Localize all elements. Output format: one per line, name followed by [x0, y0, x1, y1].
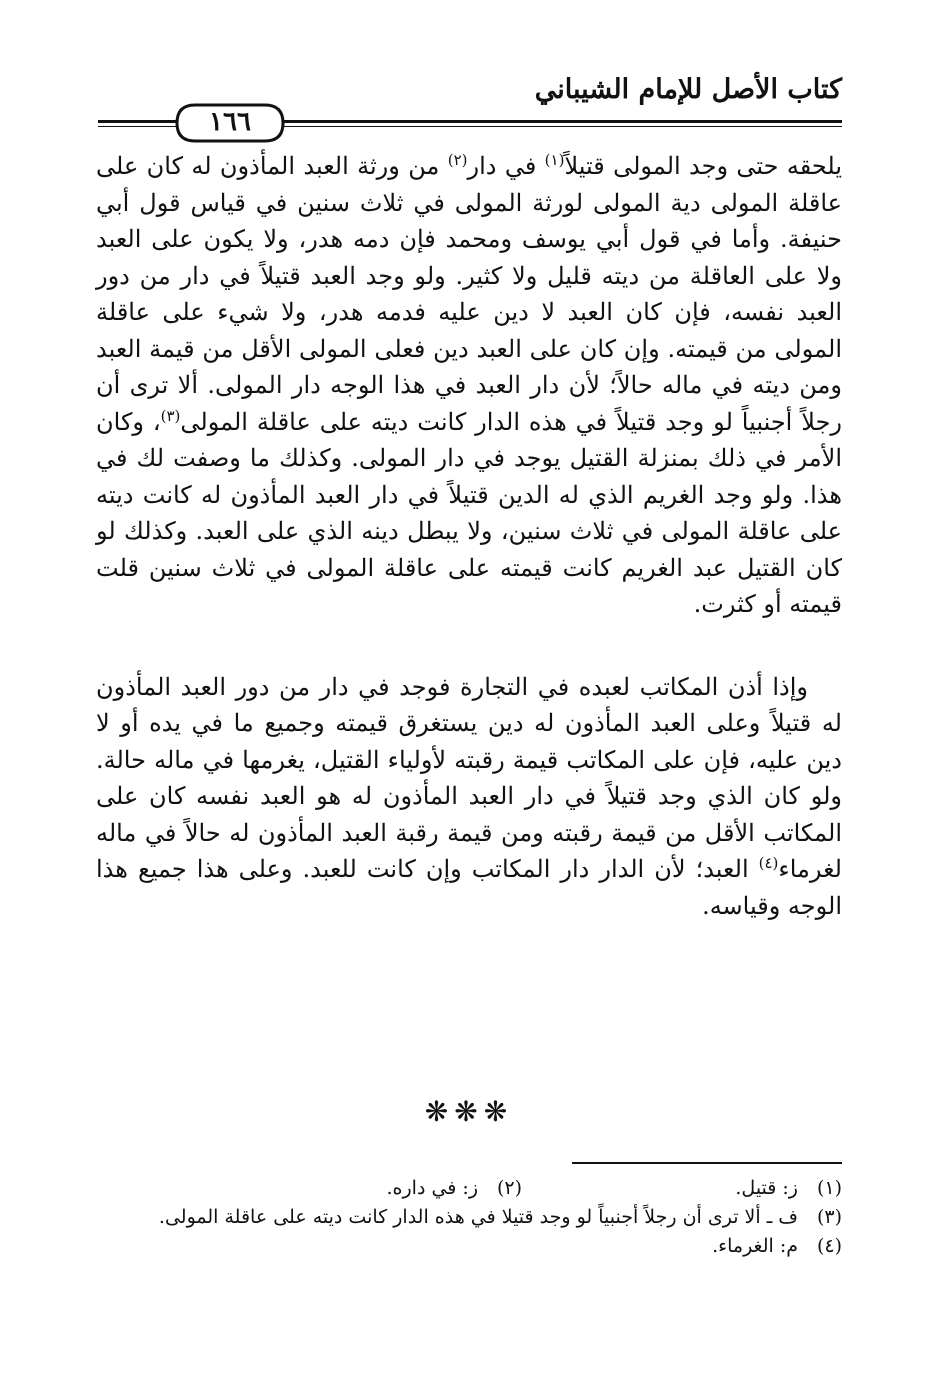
footnote-number: (١) — [816, 1177, 842, 1199]
footnote-number: (٤) — [816, 1235, 842, 1257]
footnote-ref-4: (٤) — [758, 854, 779, 872]
footnote-row-3 — [96, 1232, 842, 1261]
footnote-text: ز: في داره. — [386, 1177, 478, 1199]
footnote-ref-3: (٣) — [160, 406, 181, 425]
footnote-text: م: الغرماء. — [712, 1235, 798, 1257]
text-run: في دار — [467, 152, 545, 180]
footnote-text: ز: قتيل. — [735, 1177, 798, 1199]
page-number: ١٦٦ — [209, 107, 251, 137]
text-run: العبد؛ لأن الدار دار المكاتب وإن كانت للعبد. وعلى هذا جميع هذا الوجه وقياسه. — [96, 855, 842, 920]
running-title: كتاب الأصل للإمام الشيباني — [534, 74, 842, 105]
section-ornament: ❋❋❋ — [424, 1095, 514, 1128]
footnote-4 — [712, 1232, 842, 1261]
footnotes — [96, 1174, 842, 1261]
footnote-rule — [572, 1162, 842, 1164]
footnote-row-2 — [96, 1203, 842, 1232]
footnote-row-1 — [96, 1174, 842, 1203]
text-run: يلحقه حتى وجد المولى قتيلاً — [564, 152, 843, 180]
footnote-3 — [96, 1203, 842, 1232]
paragraph-2 — [96, 669, 842, 925]
footnote-1 — [522, 1174, 842, 1203]
text-run: ، وكان الأمر في ذلك بمنزلة القتيل يوجد في دار المولى. وكذلك ما وصفت لك في هذا. ولو وجد الغريم الذي له الدين قتيلاً في دار العبد المأذون له كانت ديته على عاقلة المولى في ثلاث سنين، ولا يبطل دينه الذي على العبد. وكذلك لو كان القتيل عبد الغريم كانت قيمته على عاقلة المولى في ثلاث سنين قلت قيمته أو كثرت. — [96, 407, 842, 618]
footnote-ref-1: (١) — [544, 151, 565, 169]
main-text — [96, 148, 842, 924]
footnote-number: (٢) — [496, 1177, 522, 1199]
paragraph-1 — [96, 148, 842, 623]
footnote-text: ف ـ ألا ترى أن رجلاً أجنبياً لو وجد قتيلا في هذه الدار كانت ديته على عاقلة المولى. — [158, 1206, 798, 1228]
footnote-number: (٣) — [816, 1206, 842, 1228]
footnote-ref-2: (٢) — [447, 151, 468, 169]
text-run: وإذا أذن المكاتب لعبده في التجارة فوجد في دار من دور العبد المأذون له قتيلاً وعلى العبد المأذون له دين يستغرق قيمته وجميع ما في يده أو لا دين عليه، فإن على المكاتب قيمة رقبته لأولياء القتيل، يغرمها في ماله حالة. ولو كان الذي وجد قتيلاً في دار العبد المأذون له هو العبد نفسه كان على المكاتب الأقل من قيمة رقبته ومن قيمة رقبة العبد المأذون له حالاً في ماله لغرماء — [96, 672, 842, 883]
text-run: من ورثة العبد المأذون له كان على عاقلة المولى دية المولى لورثة المولى في ثلاث سنين في قياس قول أبي حنيفة. وأما في قول أبي يوسف ومحمد فإن دمه هدر، ولا يكون على العبد ولا على العاقلة من ديته قليل ولا كثير. ولو وجد العبد قتيلاً في دار من دور العبد نفسه، فإن كان العبد لا دين عليه فدمه هدر، ولا شيء على عاقلة المولى من قيمته. وإن كان على العبد دين فعلى المولى الأقل من قيمة العبد ومن ديته في ماله حالاً؛ لأن دار العبد في هذا الوجه دار المولى. ألا ترى أن رجلاً أجنبياً لو وجد قتيلاً في هذه الدار كانت ديته على عاقلة المولى — [96, 152, 843, 436]
footnote-2 — [387, 1174, 522, 1203]
